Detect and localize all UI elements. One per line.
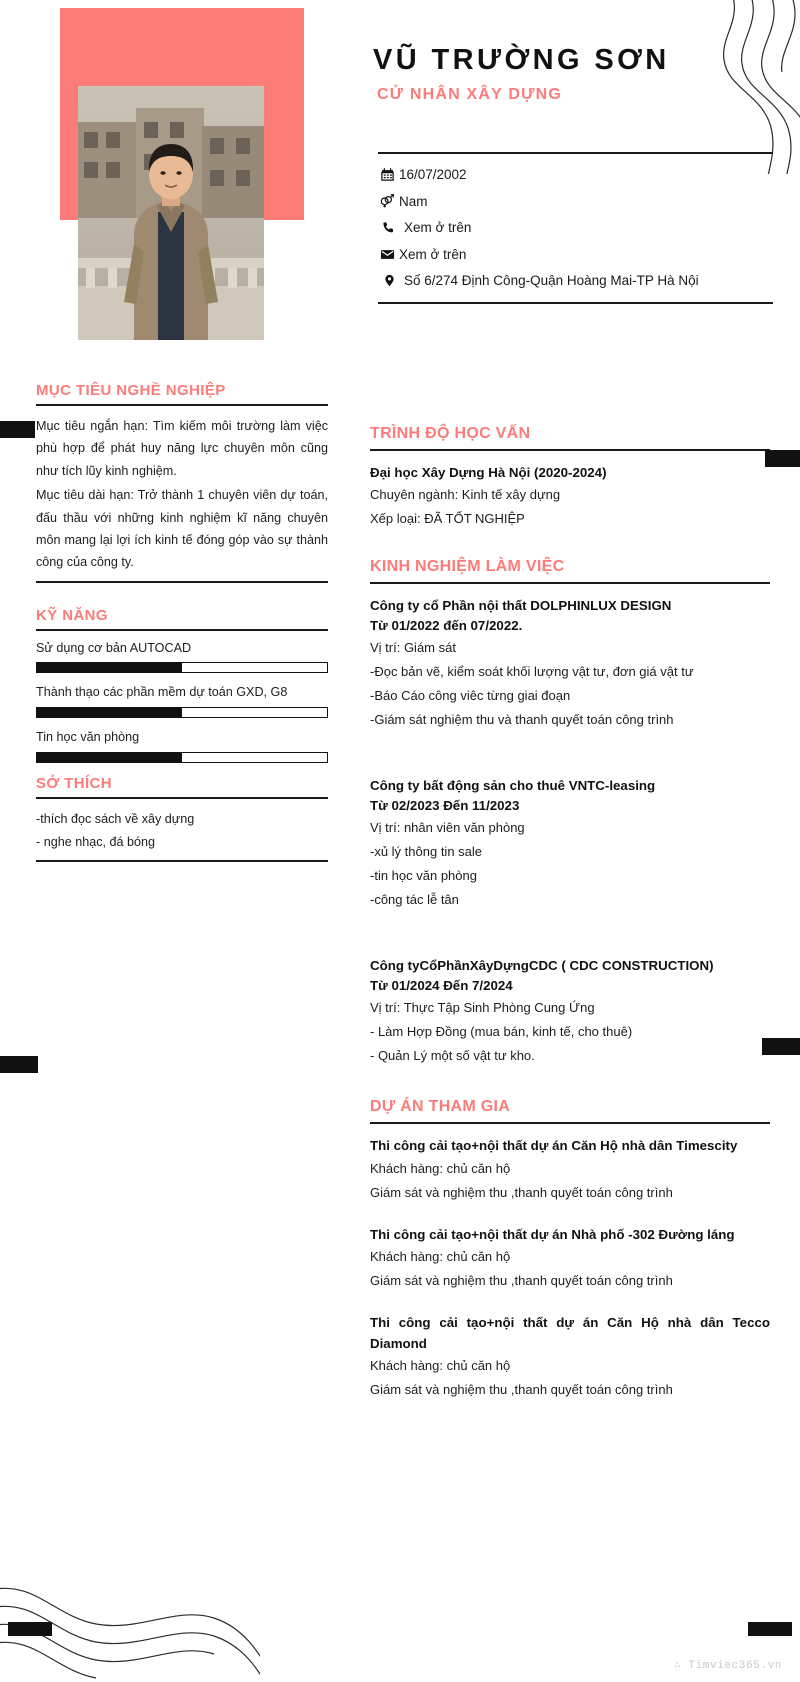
experience-duty: -Báo Cáo công viêc từng giai đoạn (370, 688, 571, 704)
experience-period: Từ 01/2024 Đến 7/2024 (370, 978, 513, 994)
section-title-experience: KINH NGHIỆM LÀM VIỆC (370, 557, 565, 575)
contact-row-gender (378, 193, 773, 211)
experience-duty: -Giám sát nghiệm thu và thanh quyết toán công trình (370, 712, 674, 728)
section-title-education: TRÌNH ĐỘ HỌC VẤN (370, 425, 531, 442)
experience-position: Vị trí: Giám sát (370, 640, 456, 656)
header (373, 44, 773, 104)
skill-progress-fill (37, 753, 182, 762)
decorative-tick (748, 1622, 792, 1636)
skill-item (36, 684, 328, 718)
skill-label: Tin học văn phòng (36, 730, 140, 745)
project-role: Giám sát và nghiệm thu ,thanh quyết toán công trình (370, 1184, 673, 1200)
project-role: Giám sát và nghiệm thu ,thanh quyết toán công trình (370, 1382, 673, 1398)
footer-watermark: ∴ Timviec365.vn (673, 1660, 782, 1672)
candidate-name: VŨ TRƯỜNG SƠN (373, 44, 670, 76)
experience-entry (370, 596, 770, 732)
gender-icon (378, 193, 396, 209)
project-client: Khách hàng: chủ căn hộ (370, 1358, 511, 1374)
skill-item (36, 729, 328, 763)
left-column (36, 382, 328, 862)
divider (36, 404, 328, 406)
experience-duty: -công tác lễ tân (370, 892, 459, 908)
experience-duty: -tin học văn phòng (370, 868, 477, 884)
project-entry (370, 1136, 770, 1204)
section-title-hobbies: SỞ THÍCH (36, 774, 112, 792)
skill-progress-bar (36, 707, 328, 718)
decorative-squiggle-bottom (0, 1532, 260, 1682)
experience-company: Công ty cổ Phần nội thất DOLPHINLUX DESIGN (370, 597, 672, 613)
section-career-objective (36, 382, 328, 583)
experience-duty: - Làm Hợp Đồng (mua bán, kinh tế, cho thuê) (370, 1024, 633, 1040)
divider (370, 1122, 770, 1124)
education-grade: Xếp loại: ĐÃ TỐT NGHIỆP (370, 510, 525, 526)
objective-paragraph-long-term: Mục tiêu dài hạn: Trở thành 1 chuyên viên dự toán, đấu thầu với những kinh nghiệm kĩ năng chuyên môn mang lại lợi ích kinh tế đóng góp vào sự thành công của công ty. (36, 488, 328, 570)
section-title-objective: MỤC TIÊU NGHỀ NGHIỆP (36, 382, 226, 399)
project-name: Thi công cải tạo+nội thất dự án Căn Hộ nhà dân Timescity (370, 1138, 738, 1154)
education-school: Đại học Xây Dựng Hà Nội (2020-2024) (370, 465, 607, 480)
contact-info (378, 152, 773, 304)
skill-progress-fill (37, 663, 182, 672)
skill-label: Thành thạo các phần mềm dự toán GXD, G8 (36, 685, 288, 700)
right-column (370, 425, 770, 1424)
location-pin-icon (380, 273, 398, 288)
divider (36, 629, 328, 631)
calendar-icon (378, 167, 396, 182)
skill-label: Sử dụng cơ bản AUTOCAD (36, 640, 192, 655)
experience-duty: - Quản Lý một số vật tư kho. (370, 1048, 535, 1064)
divider (36, 581, 328, 583)
project-entry (370, 1225, 770, 1293)
skill-item (36, 640, 328, 674)
email-icon (378, 247, 396, 262)
education-major: Chuyên ngành: Kinh tế xây dựng (370, 487, 561, 503)
section-hobbies (36, 775, 328, 863)
experience-entry (370, 776, 770, 912)
project-name: Thi công cải tạo+nội thất dự án Nhà phố -302 Đường láng (370, 1226, 735, 1242)
project-client: Khách hàng: chủ căn hộ (370, 1160, 511, 1176)
divider (36, 860, 328, 862)
hobby-item: - nghe nhạc, đá bóng (36, 835, 156, 850)
section-education (370, 425, 770, 530)
experience-entry (370, 956, 770, 1068)
objective-paragraph-short-term: Mục tiêu ngắn hạn: Tìm kiếm môi trường làm việc phù hợp để phát huy năng lực chuyên môn cũng như tích lũy kinh nghiệm. (36, 419, 328, 478)
contact-value-birthdate: 16/07/2002 (399, 167, 467, 182)
project-entry (370, 1313, 770, 1402)
experience-position: Vị trí: nhân viên văn phòng (370, 820, 525, 836)
experience-period: Từ 02/2023 Đến 11/2023 (370, 798, 520, 814)
contact-value-phone: Xem ở trên (404, 220, 472, 236)
experience-duty: -Đọc bản vẽ, kiểm soát khối lượng vật tư, đơn giá vật tư (370, 664, 694, 680)
project-client: Khách hàng: chủ căn hộ (370, 1249, 511, 1265)
contact-row-address (378, 272, 773, 290)
project-role: Giám sát và nghiệm thu ,thanh quyết toán công trình (370, 1273, 673, 1289)
divider (370, 582, 770, 584)
decorative-tick (0, 1056, 38, 1073)
section-title-projects: DỰ ÁN THAM GIA (370, 1098, 511, 1116)
candidate-job-title: CỬ NHÂN XÂY DỰNG (377, 86, 563, 104)
decorative-tick (765, 450, 800, 467)
divider (370, 449, 770, 451)
section-title-skills: KỸ NĂNG (36, 606, 108, 624)
decorative-tick (0, 421, 35, 438)
experience-company: Công tyCổPhầnXâyDựngCDC ( CDC CONSTRUCTION) (370, 958, 714, 974)
contact-row-phone (378, 219, 773, 237)
skill-progress-bar (36, 752, 328, 763)
decorative-tick (8, 1622, 52, 1636)
profile-photo (78, 86, 264, 340)
section-experience (370, 558, 770, 1068)
section-skills (36, 607, 328, 763)
contact-value-email: Xem ở trên (399, 246, 467, 262)
experience-position: Vị trí: Thực Tập Sinh Phòng Cung Ứng (370, 1000, 595, 1016)
phone-icon (379, 221, 397, 234)
project-name: Thi công cải tạo+nội thất dự án Căn Hộ nhà dân Tecco Diamond (370, 1315, 770, 1351)
contact-value-address: Số 6/274 Định Công-Quận Hoàng Mai-TP Hà Nội (404, 273, 699, 289)
experience-duty: -xủ lý thông tin sale (370, 844, 483, 860)
experience-company: Công ty bất động sản cho thuê VNTC-leasing (370, 778, 656, 794)
experience-period: Từ 01/2022 đến 07/2022. (370, 618, 523, 634)
contact-value-gender: Nam (399, 193, 428, 209)
skill-progress-fill (37, 708, 182, 717)
contact-row-email (378, 246, 773, 264)
section-projects (370, 1098, 770, 1402)
divider (36, 797, 328, 799)
skill-progress-bar (36, 662, 328, 673)
contact-row-birthdate (378, 166, 773, 184)
hobby-item: -thích đọc sách về xây dựng (36, 811, 195, 826)
education-entry (370, 463, 770, 530)
